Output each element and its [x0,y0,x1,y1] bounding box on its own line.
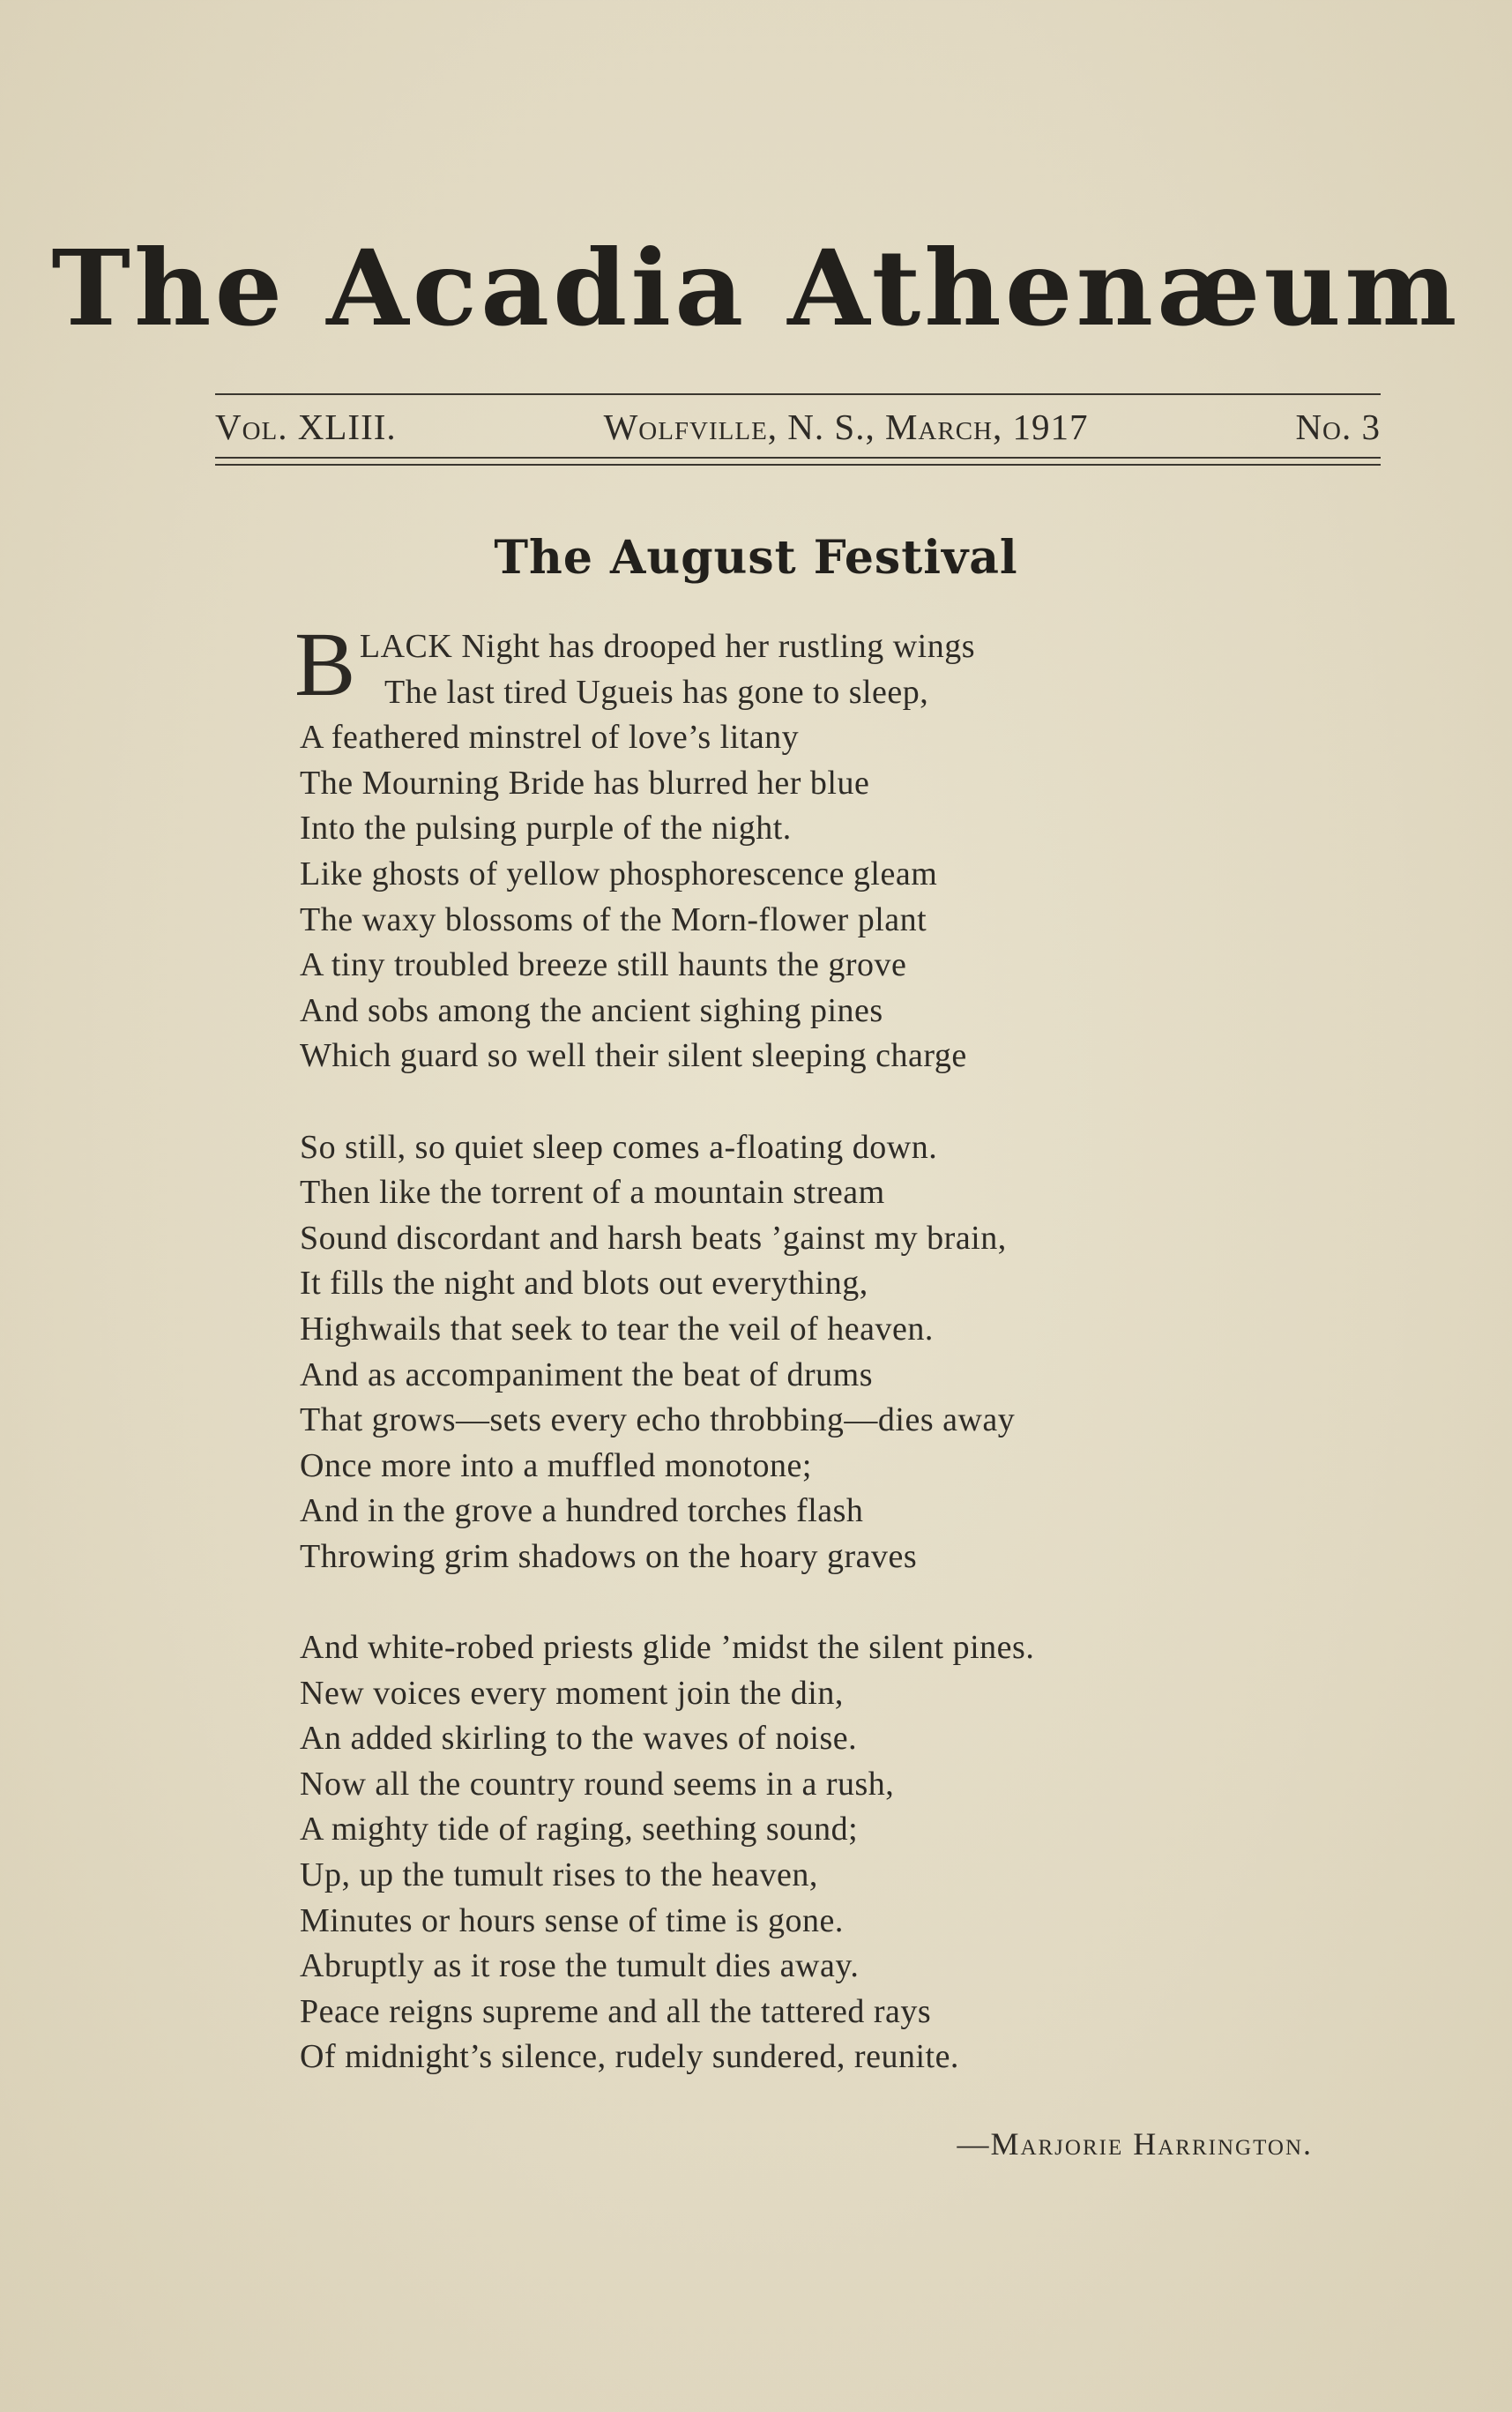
volume-label: Vol. XLIII. [215,407,397,447]
poem-line: Like ghosts of yellow phosphorescence gleam [300,855,938,892]
poem-line: The Mourning Bride has blurred her blue [300,764,870,802]
stanza-break [300,1579,1234,1625]
poem-line: Now all the country round seems in a rush, [300,1765,895,1803]
masthead-rule-top [215,393,1381,395]
poem-line-text: Night has drooped her rustling wings [452,628,975,665]
poem-line: Peace reigns supreme and all the tattered rays [300,1992,932,2030]
poem-line: That grows—sets every echo throbbing—dies away [300,1401,1016,1439]
poem-line: A tiny troubled breeze still haunts the grove [300,946,907,984]
poem-line: And sobs among the ancient sighing pines [300,991,883,1029]
masthead-title: The Acadia Athenæum [51,227,1461,349]
poem-line: The waxy blossoms of the Morn-flower plant [300,900,927,938]
poem-line: Which guard so well their silent sleeping charge [300,1037,967,1075]
masthead-rule-bottom [215,457,1381,459]
poem-line: Up, up the tumult rises to the heaven, [300,1856,818,1894]
poem-body [294,614,1234,2080]
poem-line: Throwing grim shadows on the hoary graves [300,1537,918,1575]
poem-line: It fills the night and blots out everything, [300,1265,868,1303]
poem-line: Highwails that seek to tear the veil of heaven. [300,1310,934,1348]
stanza-break [300,1079,1234,1125]
poem-line: Sound discordant and harsh beats ’gainst my brain, [300,1219,1007,1257]
poem-title: The August Festival [494,531,1018,585]
poem-line: An added skirling to the waves of noise. [300,1720,858,1758]
poem-line: The last tired Ugueis has gone to sleep, [384,673,929,711]
drop-cap: B [294,614,356,715]
poem-line: New voices every moment join the din, [300,1674,844,1712]
first-word: LACK [359,628,453,665]
poem-line: So still, so quiet sleep comes a-floating down. [300,1128,938,1166]
place-date-label: Wolfville, N. S., March, 1917 [603,407,1089,447]
issue-line [215,402,1381,452]
masthead-rule-bottom-double [215,464,1381,466]
issue-number-label: No. 3 [1295,407,1381,447]
author-signature: —Marjorie Harrington. [957,2126,1313,2162]
poem-line: Of midnight’s silence, rudely sundered, reunite. [300,2038,959,2076]
poem-line: Once more into a muffled monotone; [300,1446,812,1484]
poem-line: And as accompaniment the beat of drums [300,1355,874,1393]
poem-line: Into the pulsing purple of the night. [300,810,792,848]
poem-line: And in the grove a hundred torches flash [300,1492,864,1530]
poem-line: Abruptly as it rose the tumult dies away. [300,1947,860,1985]
poem-line: A feathered minstrel of love’s litany [300,719,800,757]
poem-line: Then like the torrent of a mountain stream [300,1174,885,1212]
poem-line: And white-robed priests glide ’midst the silent pines. [300,1629,1035,1667]
poem-line: A mighty tide of raging, seething sound; [300,1811,859,1848]
poem-line: Minutes or hours sense of time is gone. [300,1901,844,1939]
